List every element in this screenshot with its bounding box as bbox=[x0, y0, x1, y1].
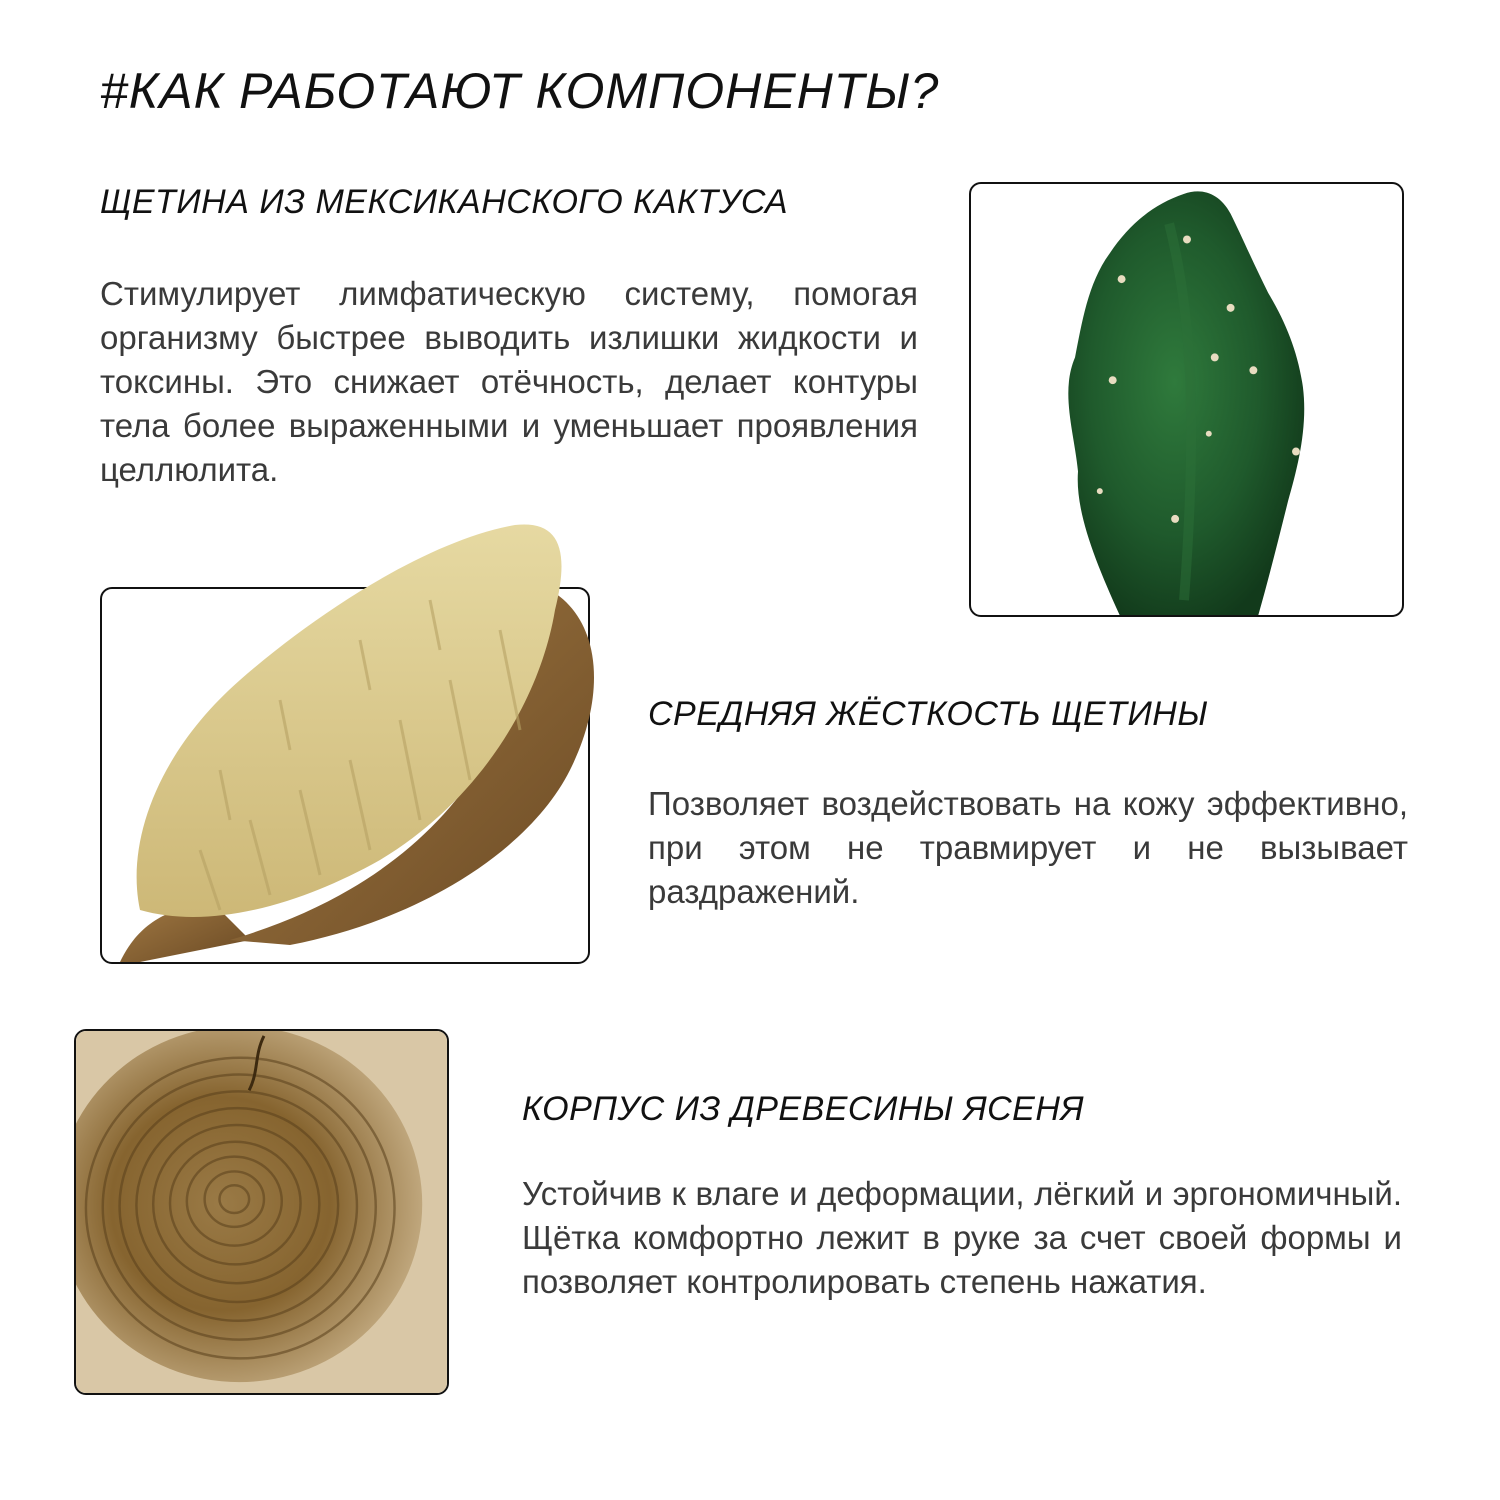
section-text-ash-wood: Устойчив к влаге и деформации, лёгкий и эргономичный. Щётка комфортно лежит в руке за счет своей формы и позволяет контролировать степень нажатия. bbox=[522, 1175, 1402, 1300]
section-heading-cactus-bristle: ЩЕТИНА ИЗ МЕКСИКАНСКОГО КАКТУСА bbox=[100, 183, 789, 221]
bristle-brush-photo bbox=[100, 520, 620, 970]
section-heading-bristle-stiffness: СРЕДНЯЯ ЖЁСТКОСТЬ ЩЕТИНЫ bbox=[648, 695, 1208, 733]
cactus-pad-illustration bbox=[971, 184, 1402, 615]
wood-slice-illustration bbox=[76, 1031, 447, 1393]
brush-illustration bbox=[100, 520, 620, 970]
ash-wood-slice-photo bbox=[74, 1029, 449, 1395]
section-heading-ash-wood: КОРПУС ИЗ ДРЕВЕСИНЫ ЯСЕНЯ bbox=[522, 1090, 1085, 1128]
section-text-cactus-bristle: Стимулирует лимфатическую систему, помогая организму быстрее выводить излишки жидкости и токсины. Это снижает отёчность, делает контуры тела более выраженными и уменьшает проявления целлюлита. bbox=[100, 275, 918, 488]
cactus-pad-photo bbox=[969, 182, 1404, 617]
section-text-bristle-stiffness: Позволяет воздействовать на кожу эффективно, при этом не травмирует и не вызывает раздражений. bbox=[648, 785, 1408, 910]
page-title: #КАК РАБОТАЮТ КОМПОНЕНТЫ? bbox=[100, 63, 940, 119]
